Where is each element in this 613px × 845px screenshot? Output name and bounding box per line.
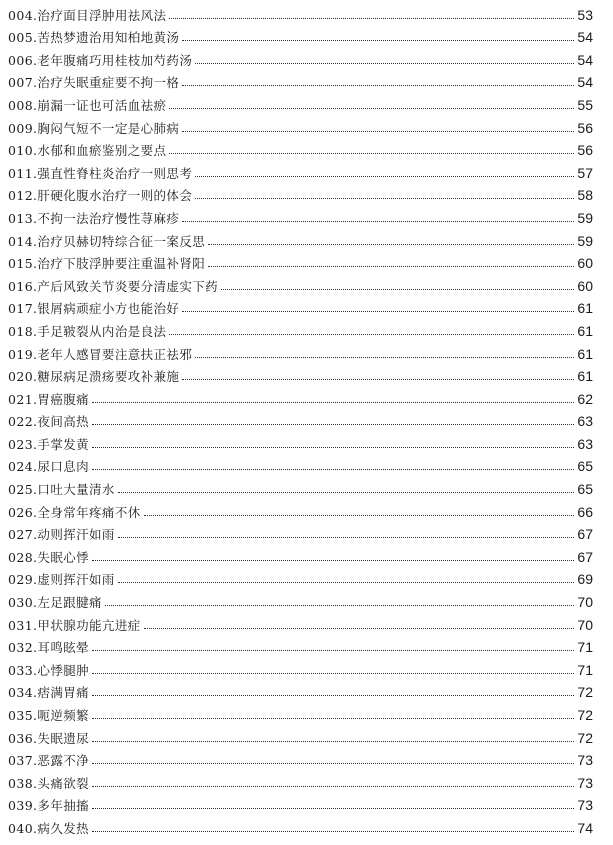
toc-entry-title: 009.胸闷气短不一定是心肺病 bbox=[8, 120, 180, 136]
toc-entry-title: 005.苦热梦遗治用知柏地黄汤 bbox=[8, 30, 180, 46]
toc-entry[interactable] bbox=[8, 497, 593, 520]
toc-entry-title: 030.左足跟腱痛 bbox=[8, 595, 102, 611]
toc-entry[interactable] bbox=[8, 226, 593, 249]
toc-entry-page-number: 72 bbox=[577, 729, 593, 746]
toc-entry-title: 017.银屑病顽症小方也能治好 bbox=[8, 301, 180, 317]
toc-entry-page-number: 73 bbox=[577, 752, 593, 769]
toc-entry-page-number: 63 bbox=[577, 435, 593, 452]
dot-leader bbox=[195, 356, 574, 358]
dot-leader bbox=[92, 672, 574, 674]
toc-entry[interactable] bbox=[8, 429, 593, 452]
toc-entry-title: 035.呃逆频繁 bbox=[8, 708, 90, 723]
dot-leader bbox=[195, 197, 574, 199]
toc-entry[interactable] bbox=[8, 700, 593, 723]
toc-entry-page-number: 72 bbox=[577, 707, 593, 723]
dot-leader bbox=[92, 785, 574, 787]
toc-entry[interactable] bbox=[8, 633, 593, 656]
toc-entry-title: 026.全身常年疼痛不休 bbox=[8, 504, 141, 520]
toc-entry-page-number: 61 bbox=[577, 368, 593, 385]
dot-leader bbox=[92, 694, 574, 696]
dot-leader bbox=[169, 152, 574, 154]
toc-entry[interactable] bbox=[8, 384, 593, 407]
dot-leader bbox=[208, 265, 574, 267]
dot-leader bbox=[92, 762, 574, 764]
toc-entry-title: 023.手掌发黄 bbox=[8, 436, 90, 452]
toc-entry[interactable] bbox=[8, 407, 593, 430]
dot-leader bbox=[92, 807, 574, 809]
toc-entry-title: 040.病久发热 bbox=[8, 820, 90, 836]
dot-leader bbox=[182, 220, 574, 222]
toc-entry-page-number: 54 bbox=[577, 51, 593, 68]
toc-entry-title: 036.失眠遗尿 bbox=[8, 730, 90, 746]
toc-entry-title: 028.失眠心悸 bbox=[8, 549, 90, 565]
toc-entry-page-number: 58 bbox=[577, 187, 593, 204]
toc-entry[interactable] bbox=[8, 610, 593, 633]
toc-entry-title: 013.不拘一法治疗慢性荨麻疹 bbox=[8, 210, 180, 226]
dot-leader bbox=[92, 401, 574, 403]
toc-entry[interactable] bbox=[8, 362, 593, 385]
toc-entry-page-number: 69 bbox=[577, 571, 593, 588]
toc-entry[interactable] bbox=[8, 565, 593, 588]
toc-entry-page-number: 73 bbox=[577, 797, 593, 814]
toc-entry-page-number: 54 bbox=[577, 74, 593, 91]
toc-entry-title: 011.强直性脊柱炎治疗一则思考 bbox=[8, 165, 193, 181]
toc-entry-page-number: 56 bbox=[577, 142, 593, 159]
toc-entry-title: 016.产后风致关节炎要分清虚实下药 bbox=[8, 278, 219, 294]
toc-entry-page-number: 70 bbox=[577, 594, 593, 611]
toc-entry-title: 012.肝硬化腹水治疗一则的体会 bbox=[8, 188, 193, 204]
dot-leader bbox=[118, 491, 574, 493]
toc-entry-page-number: 59 bbox=[577, 232, 593, 249]
toc-entry-page-number: 74 bbox=[577, 819, 593, 836]
table-of-contents bbox=[8, 0, 593, 836]
dot-leader bbox=[92, 446, 574, 448]
dot-leader bbox=[221, 288, 574, 290]
dot-leader bbox=[195, 175, 574, 177]
toc-entry[interactable] bbox=[8, 0, 593, 23]
dot-leader bbox=[169, 107, 574, 109]
toc-entry[interactable] bbox=[8, 294, 593, 317]
toc-entry[interactable] bbox=[8, 45, 593, 68]
toc-entry-title: 027.动则挥汗如雨 bbox=[8, 527, 115, 543]
toc-entry[interactable] bbox=[8, 768, 593, 791]
toc-entry-title: 015.治疗下肢浮肿要注重温补肾阳 bbox=[8, 256, 206, 272]
dot-leader bbox=[118, 536, 574, 538]
dot-leader bbox=[182, 130, 574, 132]
dot-leader bbox=[182, 378, 574, 380]
toc-entry-page-number: 60 bbox=[577, 277, 593, 294]
toc-entry[interactable] bbox=[8, 474, 593, 497]
toc-entry[interactable] bbox=[8, 452, 593, 475]
toc-entry-title: 022.夜间高热 bbox=[8, 414, 90, 430]
toc-entry-page-number: 65 bbox=[577, 481, 593, 498]
toc-entry-page-number: 59 bbox=[577, 209, 593, 226]
toc-entry-page-number: 71 bbox=[577, 661, 593, 678]
toc-entry-page-number: 61 bbox=[577, 345, 593, 362]
dot-leader bbox=[92, 423, 574, 425]
dot-leader bbox=[105, 604, 574, 606]
dot-leader bbox=[92, 830, 574, 832]
dot-leader bbox=[182, 39, 574, 41]
dot-leader bbox=[144, 627, 574, 629]
toc-entry-page-number: 67 bbox=[577, 548, 593, 565]
toc-entry-page-number: 67 bbox=[577, 526, 593, 543]
toc-entry[interactable] bbox=[8, 746, 593, 769]
toc-entry[interactable] bbox=[8, 68, 593, 91]
toc-entry-page-number: 60 bbox=[577, 255, 593, 272]
toc-entry[interactable] bbox=[8, 90, 593, 113]
toc-entry-title: 021.胃癌腹痛 bbox=[8, 391, 90, 407]
toc-entry[interactable] bbox=[8, 655, 593, 678]
dot-leader bbox=[92, 468, 574, 470]
toc-entry-page-number: 72 bbox=[577, 684, 593, 701]
toc-entry[interactable] bbox=[8, 113, 593, 136]
toc-entry-title: 034.痞满胃痛 bbox=[8, 685, 90, 701]
dot-leader bbox=[92, 649, 574, 651]
toc-entry-title: 007.治疗失眠重症要不拘一格 bbox=[8, 75, 180, 91]
toc-entry-page-number: 63 bbox=[577, 413, 593, 430]
dot-leader bbox=[195, 62, 574, 64]
toc-entry[interactable] bbox=[8, 181, 593, 204]
toc-entry[interactable] bbox=[8, 542, 593, 565]
toc-entry-title: 029.虚则挥汗如雨 bbox=[8, 572, 115, 588]
toc-entry[interactable] bbox=[8, 678, 593, 701]
dot-leader bbox=[118, 581, 574, 583]
toc-entry-page-number: 65 bbox=[577, 458, 593, 475]
toc-entry-title: 008.崩漏一证也可活血祛瘀 bbox=[8, 97, 167, 113]
toc-entry-page-number: 61 bbox=[577, 300, 593, 317]
toc-entry[interactable] bbox=[8, 249, 593, 272]
toc-entry-page-number: 61 bbox=[577, 322, 593, 339]
toc-entry-title: 006.老年腹痛巧用桂枝加芍药汤 bbox=[8, 52, 193, 68]
toc-entry-title: 018.手足皲裂从内治是良法 bbox=[8, 323, 167, 339]
toc-entry-page-number: 53 bbox=[577, 6, 593, 23]
toc-entry-title: 020.糖尿病足溃疡要攻补兼施 bbox=[8, 369, 180, 385]
toc-entry-title: 031.甲状腺功能亢进症 bbox=[8, 617, 141, 633]
toc-entry-title: 025.口吐大量清水 bbox=[8, 482, 115, 498]
toc-entry-title: 038.头痛欲裂 bbox=[8, 775, 90, 791]
toc-entry[interactable] bbox=[8, 271, 593, 294]
toc-entry[interactable] bbox=[8, 520, 593, 543]
toc-entry[interactable] bbox=[8, 136, 593, 159]
dot-leader bbox=[169, 17, 574, 19]
toc-entry-title: 033.心悸腿肿 bbox=[8, 662, 90, 678]
toc-entry[interactable] bbox=[8, 316, 593, 339]
toc-entry-title: 010.水郁和血瘀鉴别之要点 bbox=[8, 143, 167, 159]
dot-leader bbox=[144, 514, 574, 516]
dot-leader bbox=[92, 740, 574, 742]
toc-entry-page-number: 54 bbox=[577, 29, 593, 46]
toc-entry-title: 032.耳鸣眩晕 bbox=[8, 640, 90, 656]
toc-entry[interactable] bbox=[8, 723, 593, 746]
toc-entry-title: 037.恶露不净 bbox=[8, 753, 90, 769]
toc-entry-page-number: 62 bbox=[577, 390, 593, 407]
toc-entry[interactable] bbox=[8, 813, 593, 836]
dot-leader bbox=[208, 243, 574, 245]
toc-entry-page-number: 70 bbox=[577, 616, 593, 633]
toc-entry-page-number: 57 bbox=[577, 164, 593, 181]
toc-entry-page-number: 73 bbox=[577, 774, 593, 791]
toc-entry[interactable] bbox=[8, 587, 593, 610]
toc-entry-title: 024.尿口息肉 bbox=[8, 459, 90, 475]
dot-leader bbox=[92, 717, 574, 719]
toc-entry-page-number: 66 bbox=[577, 503, 593, 520]
toc-entry[interactable] bbox=[8, 791, 593, 814]
toc-entry[interactable] bbox=[8, 158, 593, 181]
toc-entry-title: 014.治疗贝赫切特综合征一案反思 bbox=[8, 233, 206, 249]
dot-leader bbox=[182, 84, 574, 86]
dot-leader bbox=[182, 310, 574, 312]
toc-entry-title: 039.多年抽搐 bbox=[8, 798, 90, 814]
toc-entry-title: 004.治疗面目浮肿用祛风法 bbox=[8, 7, 167, 23]
toc-entry-page-number: 56 bbox=[577, 119, 593, 136]
dot-leader bbox=[169, 333, 574, 335]
dot-leader bbox=[92, 559, 574, 561]
toc-entry[interactable] bbox=[8, 339, 593, 362]
toc-entry-title: 019.老年人感冒要注意扶正祛邪 bbox=[8, 346, 193, 362]
toc-entry-page-number: 55 bbox=[577, 96, 593, 113]
toc-entry-page-number: 71 bbox=[577, 639, 593, 656]
toc-entry[interactable] bbox=[8, 23, 593, 46]
toc-entry[interactable] bbox=[8, 203, 593, 226]
